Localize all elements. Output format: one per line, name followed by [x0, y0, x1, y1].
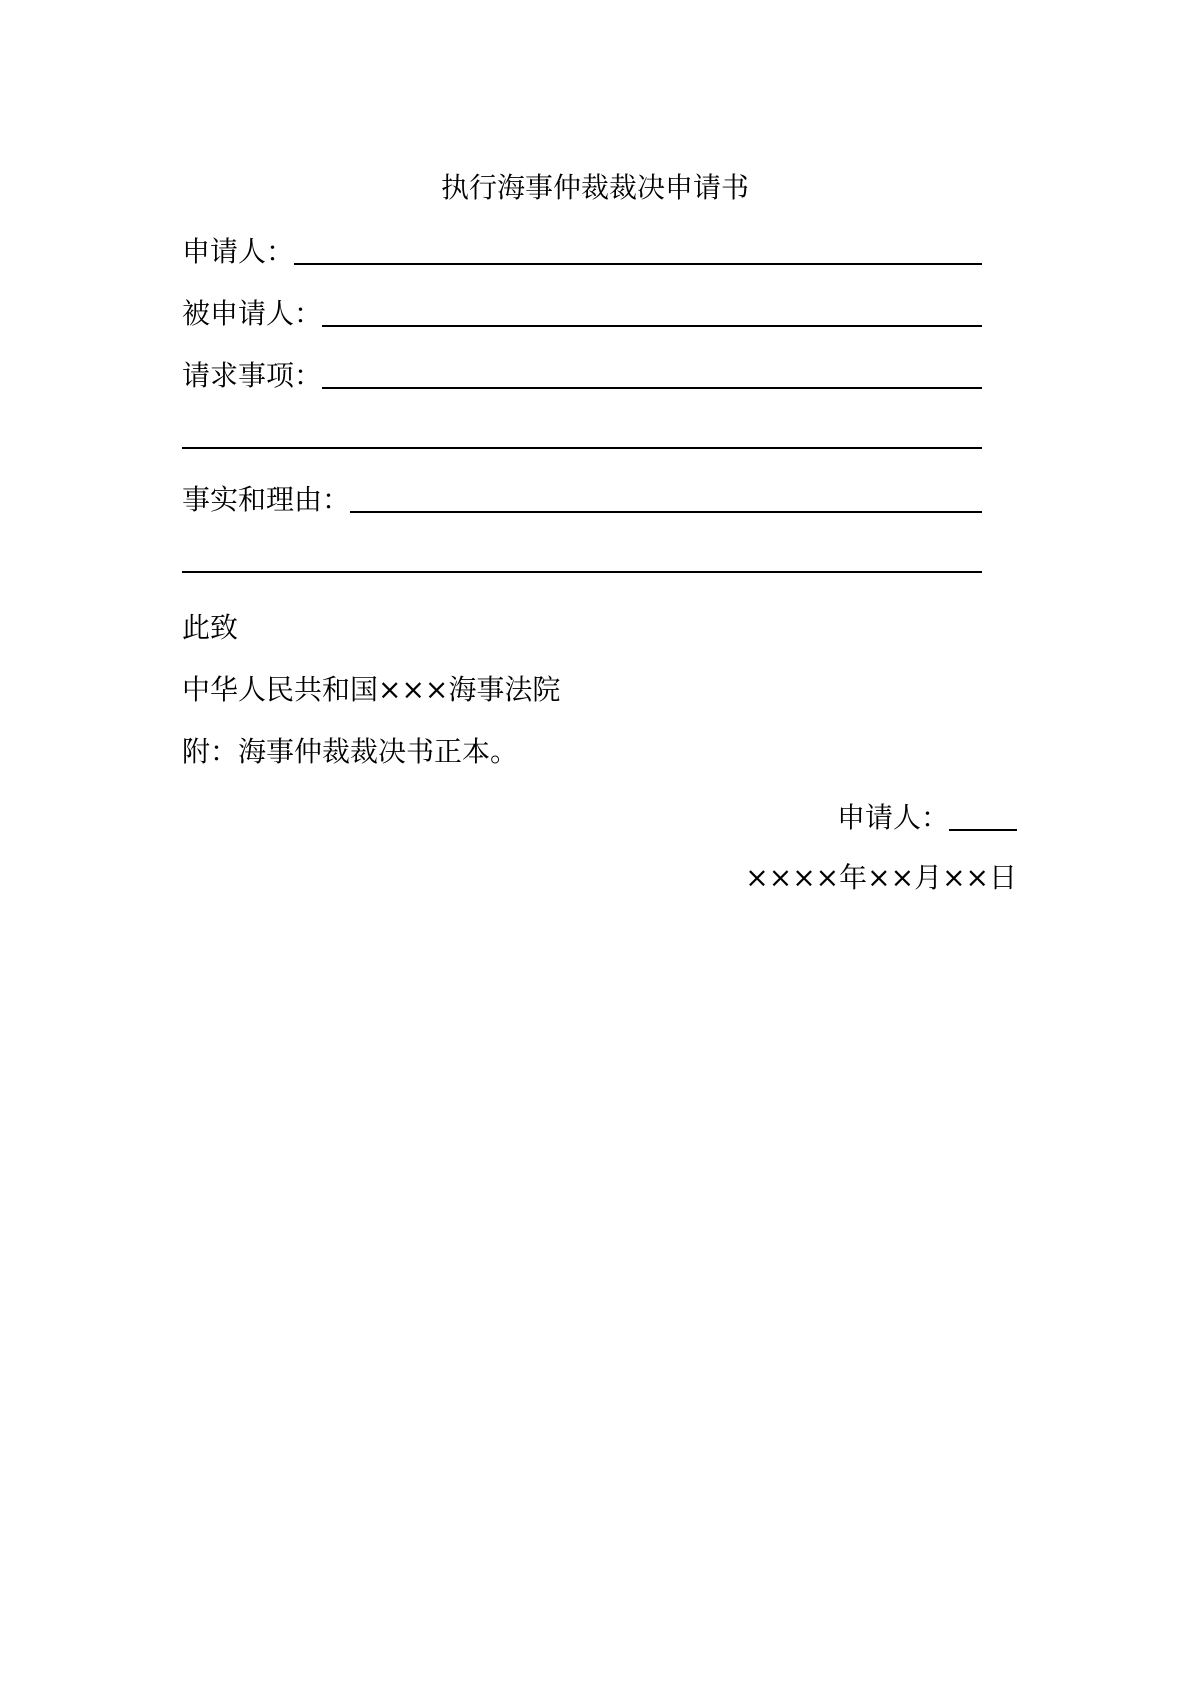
court-name: 中华人民共和国×××海事法院 — [182, 673, 561, 706]
date-line: ××××年××月××日 — [745, 861, 1017, 894]
signature-blank-line[interactable] — [949, 829, 1017, 831]
claims-blank-line[interactable] — [322, 387, 982, 389]
facts-blank-line[interactable] — [350, 511, 982, 513]
claims-row — [182, 354, 982, 394]
respondent-row — [182, 292, 982, 332]
facts-row — [182, 478, 982, 518]
signature-label: 申请人： — [836, 801, 949, 834]
respondent-label: 被申请人： — [182, 297, 323, 330]
applicant-blank-line[interactable] — [294, 263, 982, 265]
facts-label: 事实和理由： — [182, 483, 351, 516]
signature-row — [700, 796, 1017, 836]
applicant-label: 申请人： — [182, 235, 295, 268]
claims-label: 请求事项： — [182, 359, 323, 392]
document-title: 执行海事仲裁裁决申请书 — [440, 171, 749, 204]
attachment-note: 附：海事仲裁裁决书正本。 — [182, 735, 519, 768]
applicant-row — [182, 230, 982, 270]
salutation: 此致 — [182, 611, 239, 644]
respondent-blank-line[interactable] — [322, 325, 982, 327]
facts-continuation-line[interactable] — [182, 571, 982, 573]
claims-continuation-line[interactable] — [182, 447, 982, 449]
